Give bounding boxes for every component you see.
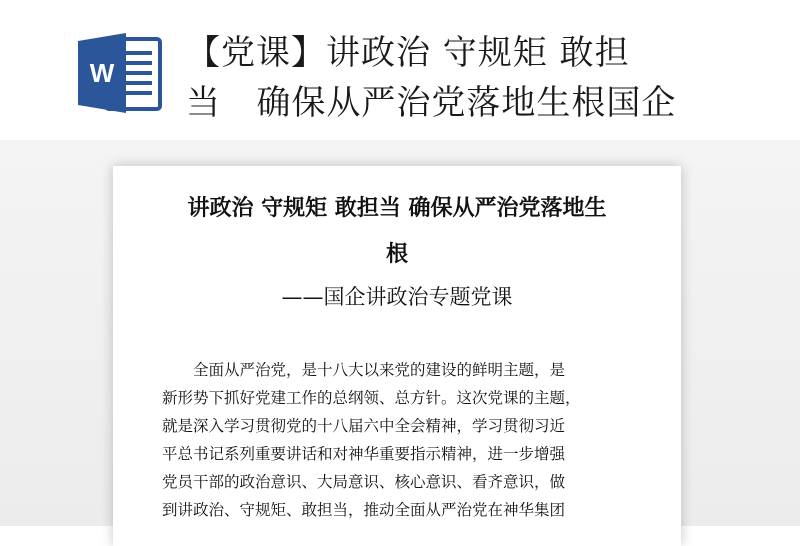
- word-icon: [76, 33, 164, 113]
- document-title: [113, 186, 681, 278]
- body-line: 新形势下抓好党建工作的总纲领、总方针。这次党课的主题，: [162, 389, 581, 407]
- page-header: [0, 0, 800, 150]
- document-page[interactable]: [113, 166, 681, 546]
- word-icon-letter: W: [89, 58, 115, 88]
- body-line: 就是深入学习贯彻党的十八届六中全会精神，学习贯彻习近: [162, 417, 566, 435]
- document-title-line-1: 讲政治 守规矩 敢担当 确保从严治党落地生: [187, 196, 607, 221]
- document-title-line-2: 根: [385, 242, 408, 267]
- document-body: [162, 356, 642, 524]
- body-line: 平总书记系列重要讲话和对神华重要指示精神，进一步增强: [162, 445, 566, 463]
- banner-title-line-1: 【党课】讲政治 守规矩 敢担: [186, 33, 630, 73]
- body-line: 全面从严治党，是十八大以来党的建设的鲜明主题，是: [162, 361, 566, 379]
- body-line: 到讲政治、守规矩、敢担当，推动全面从严治党在神华集团: [162, 501, 566, 519]
- body-line: 党员干部的政治意识、大局意识、核心意识、看齐意识，做: [162, 473, 566, 491]
- banner-title-line-2: 当 确保从严治党落地生根国企: [186, 83, 677, 123]
- document-subtitle: ——国企讲政治专题党课: [281, 285, 513, 309]
- banner-title: [186, 28, 726, 128]
